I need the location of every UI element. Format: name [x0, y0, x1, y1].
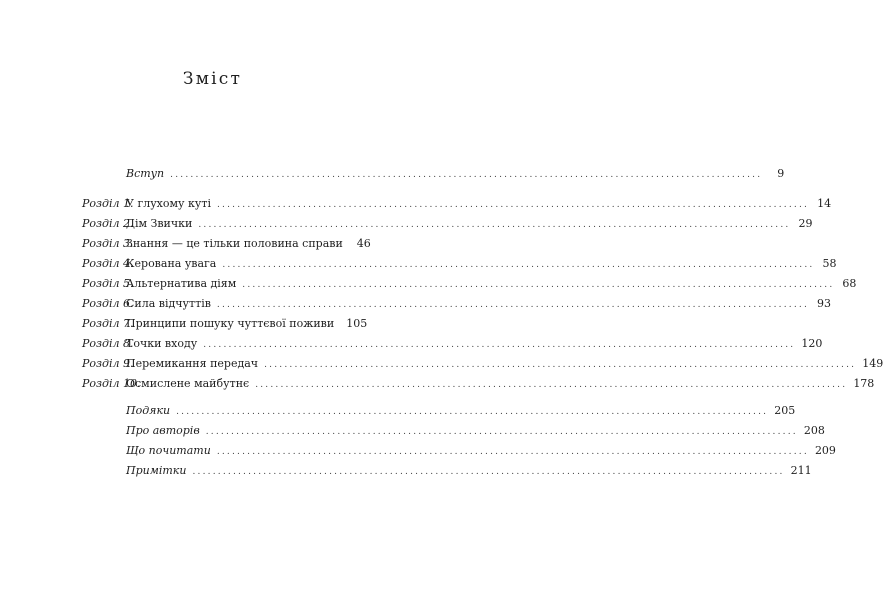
toc-intro-title: Вступ	[126, 167, 165, 180]
toc-leader: .....................................................................................................................	[222, 260, 815, 270]
chapter-label: Розділ 10.	[82, 377, 141, 390]
backmatter-title: Про авторів	[126, 424, 200, 437]
toc-backmatter-row	[126, 422, 825, 440]
toc-chapter-row	[82, 255, 837, 273]
chapter-title: Альтернатива діям	[126, 277, 237, 290]
toc-chapter-row	[82, 195, 832, 213]
backmatter-title: Подяки	[126, 404, 171, 417]
chapter-page: 58	[822, 257, 837, 270]
toc-chapter-row	[82, 215, 813, 233]
chapter-title: Перемикання передач	[126, 357, 259, 370]
backmatter-page: 211	[790, 464, 812, 477]
chapter-title: Знання — це тільки половина справи	[126, 237, 343, 250]
page-title: Зміст	[182, 69, 243, 89]
chapter-page: 68	[842, 277, 857, 290]
toc-leader: .....................................................................................................................	[255, 380, 848, 390]
chapter-page: 46	[356, 237, 371, 250]
chapter-title: Дім Звички	[126, 217, 193, 230]
chapter-label: Розділ 3.	[82, 237, 134, 250]
toc-backmatter-row	[126, 402, 796, 420]
chapter-label: Розділ 9.	[82, 357, 134, 370]
toc-leader: .....................................................................................................................	[216, 447, 809, 457]
chapter-title: Принципи пошуку чуттєвої поживи	[126, 317, 335, 330]
toc-chapter-row	[82, 355, 883, 373]
toc-leader: .....................................................................................................................	[170, 170, 763, 180]
chapter-title: Осмислене майбутнє	[126, 377, 250, 390]
toc-backmatter-row	[126, 462, 812, 480]
chapter-page: 149	[862, 357, 883, 370]
chapter-label: Розділ 2.	[82, 217, 134, 230]
chapter-title: Керована увага	[126, 257, 217, 270]
backmatter-page: 208	[803, 424, 825, 437]
chapter-page: 120	[801, 337, 823, 350]
chapter-page: 105	[346, 317, 368, 330]
chapter-label: Розділ 5.	[82, 277, 134, 290]
chapter-title: Сила відчуттів	[126, 297, 211, 310]
chapter-page: 178	[853, 377, 875, 390]
toc-leader: .....................................................................................................................	[205, 427, 798, 437]
chapter-label: Розділ 6.	[82, 297, 134, 310]
chapter-page: 14	[817, 197, 832, 210]
toc-leader: .....................................................................................................................	[242, 280, 835, 290]
toc-chapter-row	[82, 275, 857, 293]
toc-leader: .....................................................................................................................	[216, 200, 810, 210]
chapter-page: 29	[798, 217, 813, 230]
chapter-title: У глухому куті	[126, 197, 211, 210]
chapter-label: Розділ 8.	[82, 337, 134, 350]
backmatter-title: Примітки	[126, 464, 187, 477]
toc-leader: .....................................................................................................................	[216, 300, 810, 310]
toc-chapter-row	[82, 295, 832, 313]
toc-leader: .....................................................................................................................	[176, 407, 769, 417]
toc-leader: .....................................................................................................................	[264, 360, 857, 370]
chapter-title: Точки входу	[126, 337, 198, 350]
toc-intro-page: 9	[777, 167, 785, 180]
toc-intro-row	[126, 165, 785, 183]
toc-leader: .....................................................................................................................	[198, 220, 791, 230]
toc-backmatter-row	[126, 442, 836, 460]
toc-leader: .....................................................................................................................	[203, 340, 796, 350]
chapter-page: 93	[817, 297, 832, 310]
toc-leader: .....................................................................................................................	[192, 467, 785, 477]
backmatter-title: Що почитати	[126, 444, 211, 457]
toc-chapter-row	[82, 315, 368, 333]
chapter-label: Розділ 4.	[82, 257, 134, 270]
toc-chapter-row	[82, 375, 875, 393]
backmatter-page: 209	[814, 444, 836, 457]
toc-chapter-row	[82, 235, 371, 253]
chapter-label: Розділ 1.	[82, 197, 134, 210]
chapter-label: Розділ 7.	[82, 317, 134, 330]
toc-chapter-row	[82, 335, 823, 353]
backmatter-page: 205	[774, 404, 796, 417]
